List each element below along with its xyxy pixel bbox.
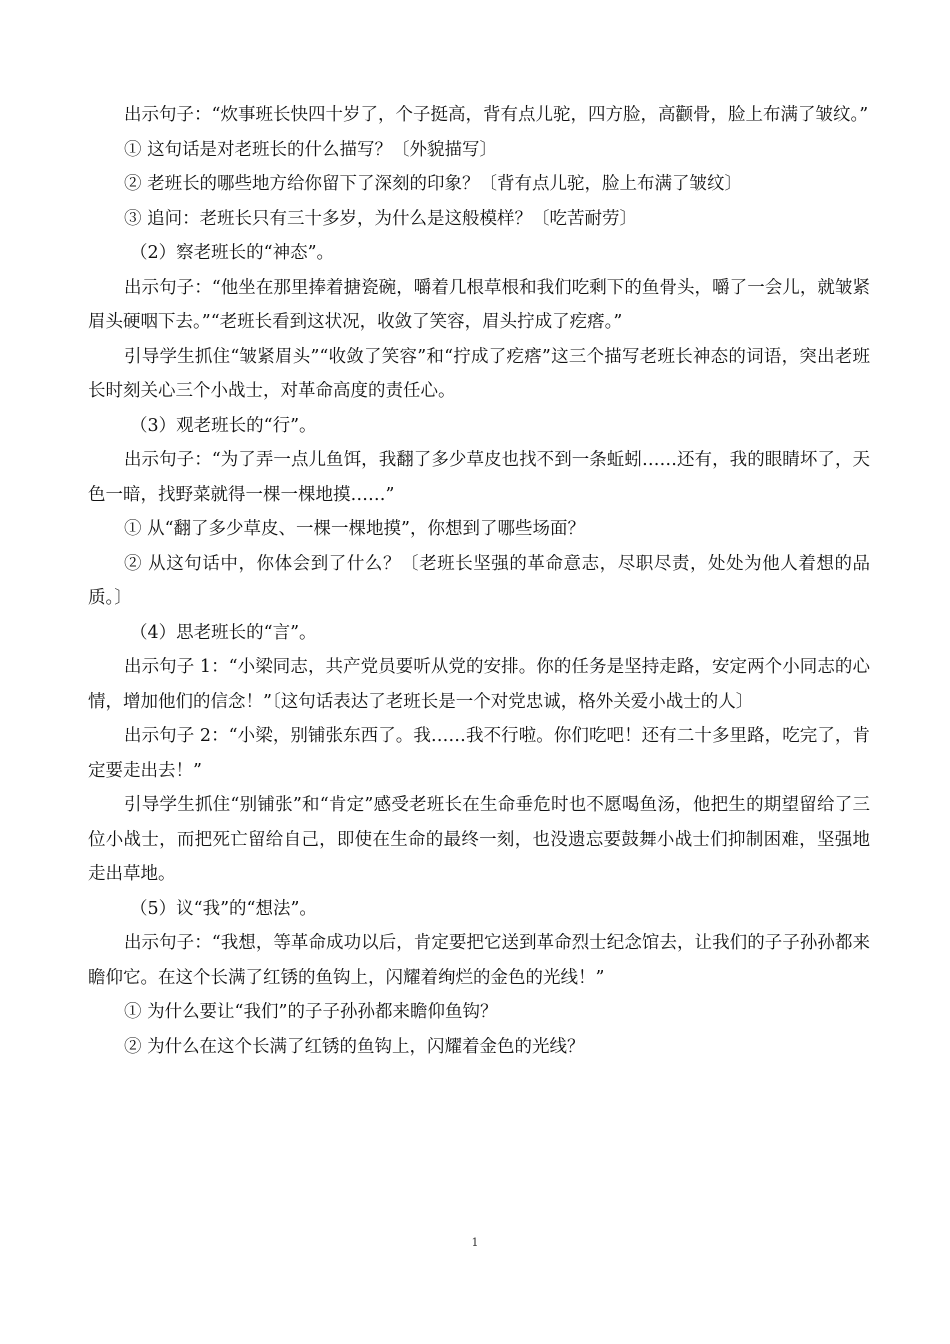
paragraph: 出示句子：“我想，等革命成功以后，肯定要把它送到革命烈士纪念馆去，让我们的子子孙孙都来瞻仰它。在这个长满了红锈的鱼钩上，闪耀着绚烂的金色的光线！” <box>88 933 870 988</box>
paragraph: ② 老班长的哪些地方给你留下了深刻的印象？〔背有点儿驼，脸上布满了皱纹〕 <box>124 174 743 194</box>
section-heading: （4）思老班长的“言”。 <box>130 622 317 643</box>
paragraph: ② 为什么在这个长满了红锈的鱼钩上，闪耀着金色的光线？ <box>124 1036 585 1057</box>
paragraph: ① 这句话是对老班长的什么描写？〔外貌描写〕 <box>124 139 498 160</box>
paragraph: 引导学生抓住“皱紧眉头”“收敛了笑容”和“拧成了疙瘩”这三个描写老班长神态的词语，突出老班长时刻关心三个小战士，对革命高度的责任心。 <box>88 346 870 401</box>
paragraph: ③ 追问：老班长只有三十多岁，为什么是这般模样？〔吃苦耐劳〕 <box>124 208 638 229</box>
paragraph: 出示句子：“为了弄一点儿鱼饵，我翻了多少草皮也找不到一条蚯蚓……还有，我的眼睛坏了，天色一暗，找野菜就得一棵一棵地摸……” <box>88 450 870 505</box>
paragraph: 出示句子 1：“小梁同志，共产党员要听从党的安排。你的任务是坚持走路，安定两个小同志的心情，增加他们的信念！”〔这句话表达了老班长是一个对党忠诚，格外关爱小战士的人〕 <box>88 657 870 712</box>
paragraph: ① 为什么要让“我们”的子子孙孙都来瞻仰鱼钩？ <box>124 1002 498 1022</box>
paragraph: 出示句子 2：“小梁，别铺张东西了。我……我不行啦。你们吃吧！还有二十多里路，吃完了，肯定要走出去！” <box>88 726 870 781</box>
paragraph: ① 从“翻了多少草皮、一棵一棵地摸”，你想到了哪些场面？ <box>124 519 585 539</box>
paragraph: 出示句子：“他坐在那里捧着搪瓷碗，嚼着几根草根和我们吃剩下的鱼骨头，嚼了一会儿，就皱紧眉头硬咽下去。”“老班长看到这状况，收敛了笑容，眉头拧成了疙瘩。” <box>88 277 870 332</box>
document-body <box>88 98 870 1064</box>
paragraph: 出示句子：“炊事班长快四十岁了，个子挺高，背有点儿驼，四方脸，高颧骨，脸上布满了皱纹。” <box>124 105 869 125</box>
page-number: 1 <box>471 1236 479 1249</box>
section-heading: （2）察老班长的“神态”。 <box>130 243 335 263</box>
paragraph: ② 从这句话中，你体会到了什么？〔老班长坚强的革命意志，尽职尽责，处处为他人着想的品质。〕 <box>88 553 870 608</box>
paragraph: 引导学生抓住“别铺张”和“肯定”感受老班长在生命垂危时也不愿喝鱼汤，他把生的期望留给了三位小战士，而把死亡留给自己，即使在生命的最终一刻，也没遗忘要鼓舞小战士们抑制困难，坚强地走出草地。 <box>88 795 870 884</box>
section-heading: （3）观老班长的“行”。 <box>130 415 317 436</box>
section-heading: （5）议“我”的“想法”。 <box>130 898 317 919</box>
